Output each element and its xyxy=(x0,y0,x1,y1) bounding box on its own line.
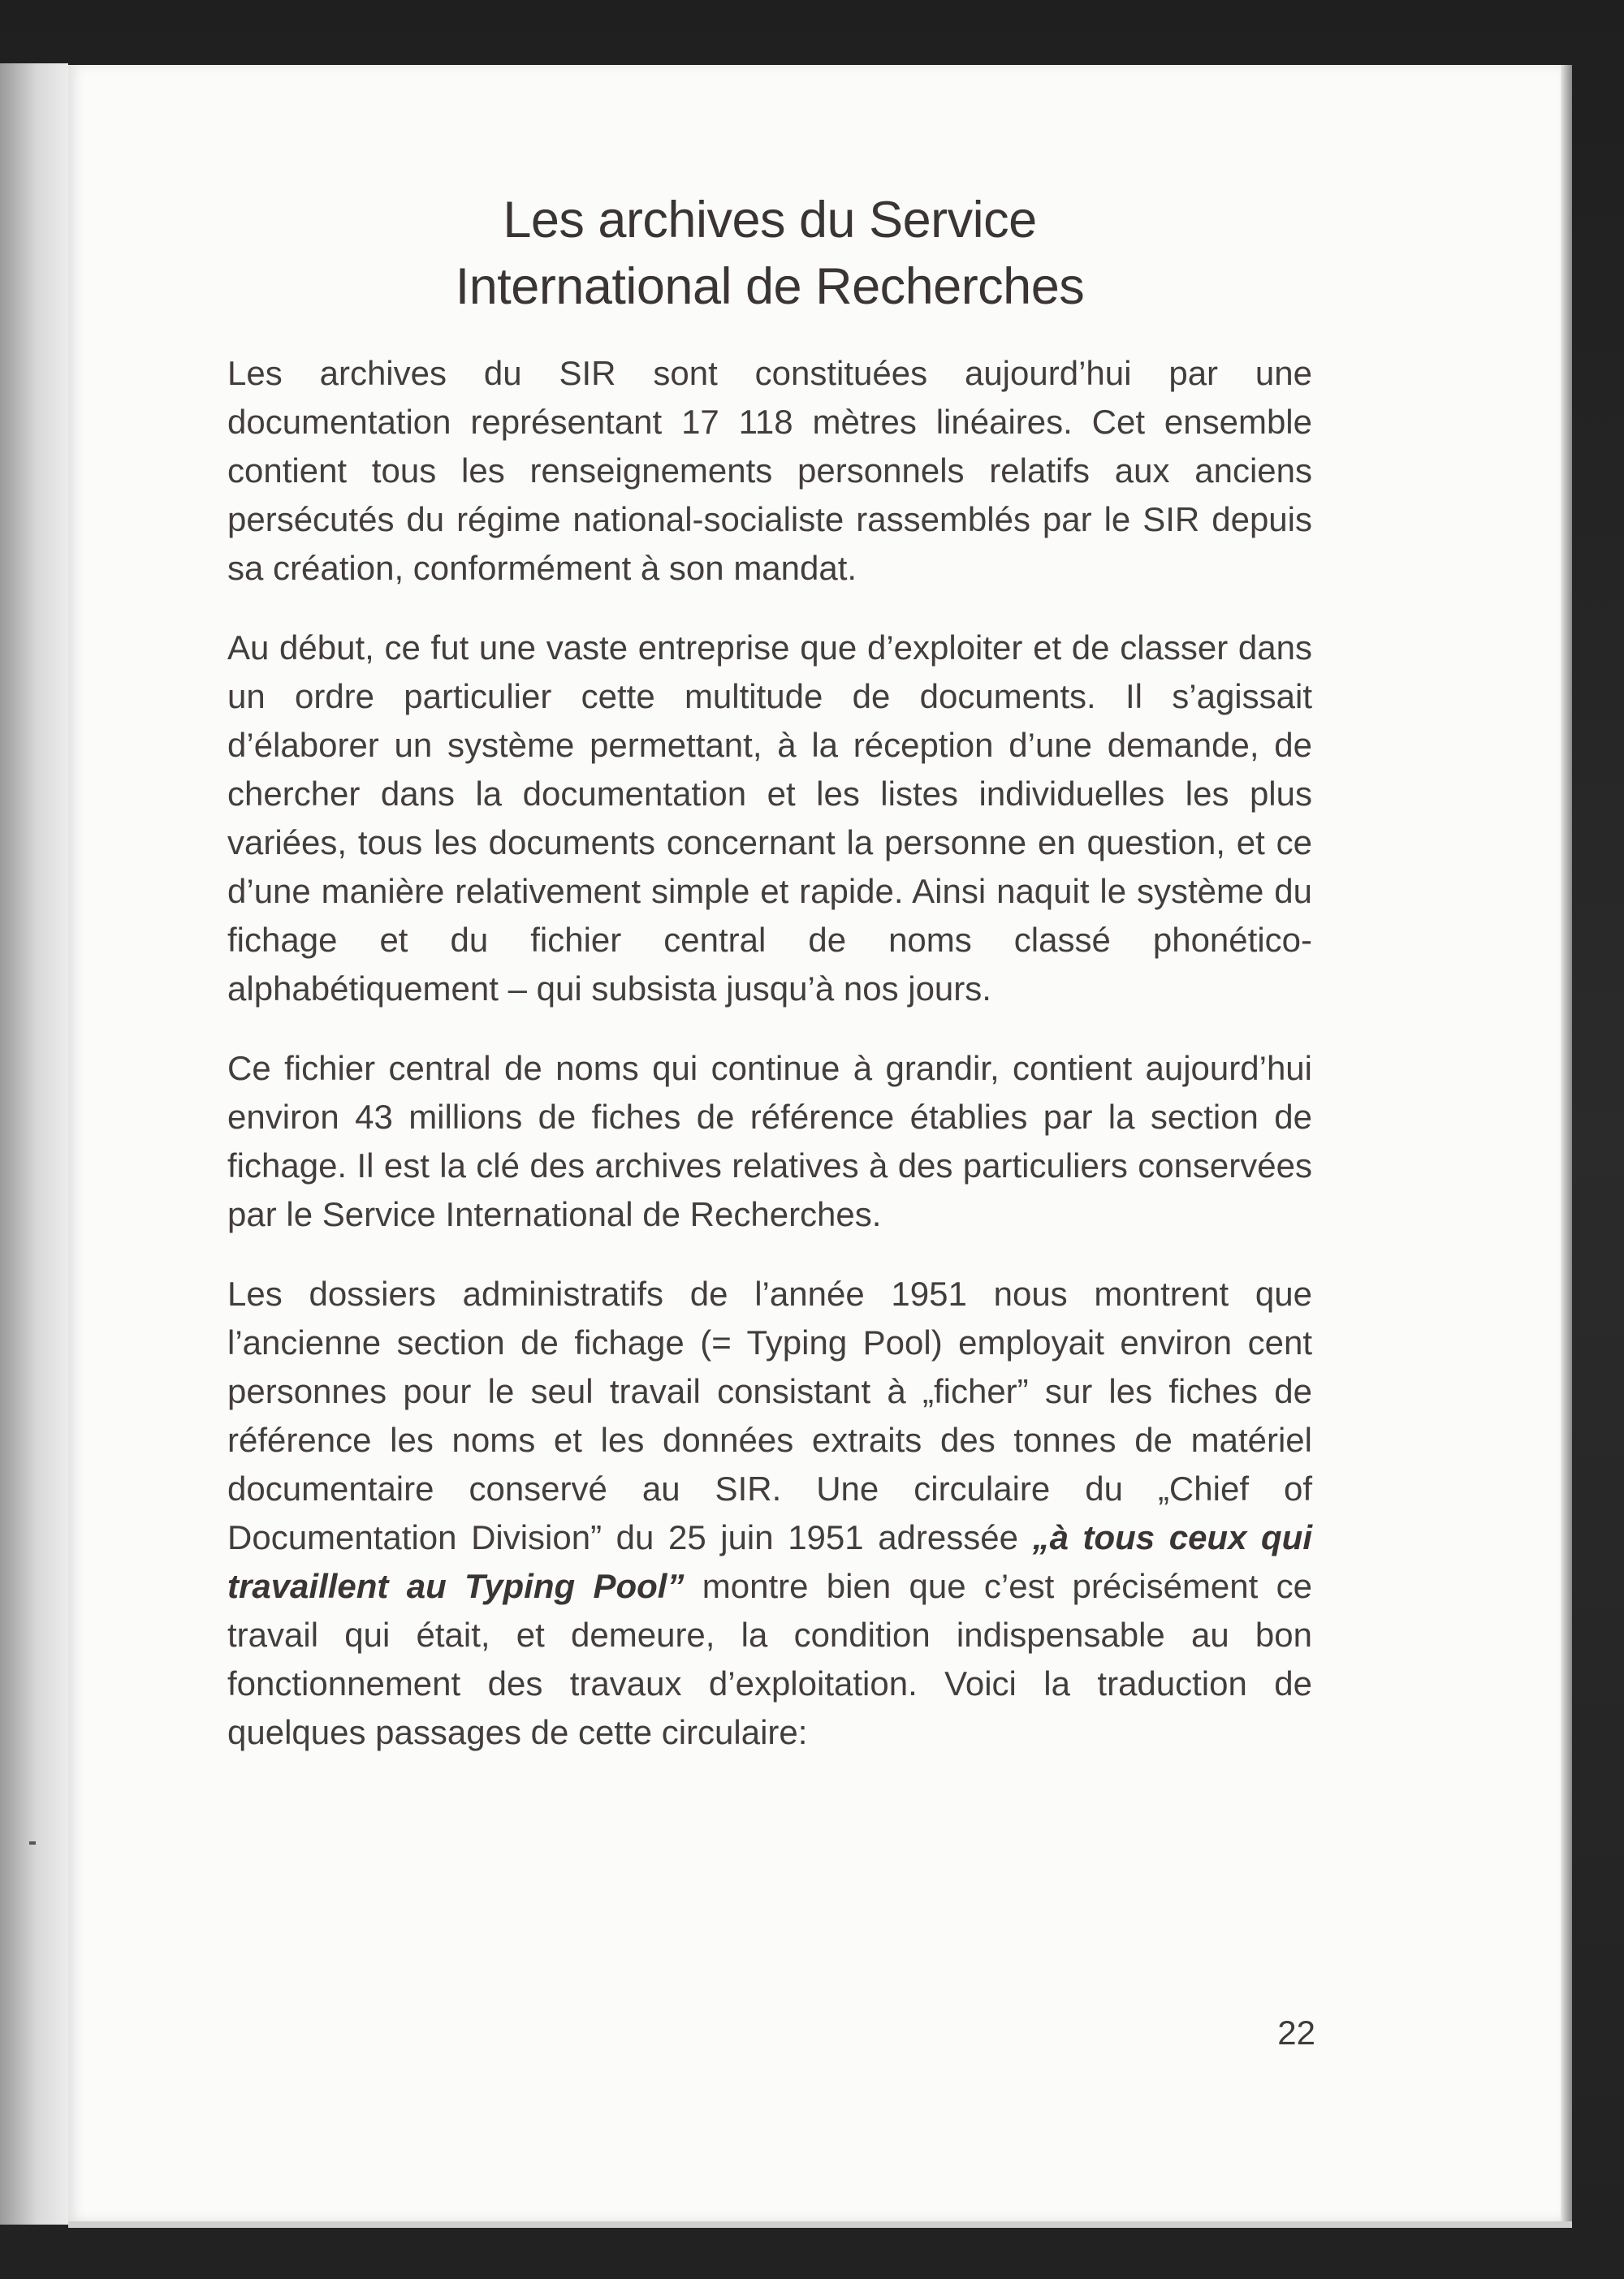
page-content xyxy=(227,187,1312,1788)
paragraph-1: Les archives du SIR sont constituées aujourd’hui par une documentation représentant 17 118 mètres linéaires. Cet ensemble contient tous les renseignements personnels relatifs aux anciens persécutés du régime national-socialiste rassemblés par le SIR depuis sa création, conformément à son mandat. xyxy=(227,354,1312,587)
paragraph-4-text-start: Les dossiers administratifs de l’année 1951 nous montrent que l’ancienne section de fichage (= Typing Pool) employait environ cent personnes pour le seul travail consistant à „ficher” sur les fiches de référence les noms et les données extraits des tonnes de matériel documentaire conservé au SIR. Une circulaire du „Chief of Documentation Division” du 25 juin 1951 adressée xyxy=(227,1275,1312,1556)
scan-speck xyxy=(29,1841,36,1845)
paragraph-4 xyxy=(227,1270,1312,1757)
title-line-1: Les archives du Service xyxy=(503,192,1037,248)
paragraph-4-text-end: montre bien que c’est précisément ce travail qui était, et demeure, la condition indispensable au bon fonctionnement des travaux d’exploitation. Voici la traduction de quelques passages de cette circulaire: xyxy=(227,1567,1312,1751)
page-title xyxy=(227,187,1312,320)
title-line-2: International de Recherches xyxy=(455,258,1085,315)
page-edge-right xyxy=(1561,65,1572,2221)
paragraph-4-emphasis: „à tous ceux qui travaillent au Typing Pool” xyxy=(227,1518,1313,1605)
page-edge-bottom xyxy=(68,2221,1572,2228)
page-gutter-shadow xyxy=(0,63,68,2225)
paragraph-2: Au début, ce fut une vaste entreprise que d’exploiter et de classer dans un ordre particulier cette multitude de documents. Il s’agissait d’élaborer un système permettant, à la réception d’une demande, de chercher dans la documentation et les listes individuelles les plus variées, tous les documents concernant la personne en question, et ce d’une manière relativement simple et rapide. Ainsi naquit le système du fichage et du fichier central de noms classé phonético-alphabétiquement – qui subsista jusqu’à nos jours. xyxy=(227,628,1312,1008)
paragraph-3: Ce fichier central de noms qui continue à grandir, contient aujourd’hui environ 43 millions de fiches de référence établies par la section de fichage. Il est la clé des archives relatives à des particuliers conservées par le Service International de Recherches. xyxy=(227,1049,1312,1233)
page-number: 22 xyxy=(1277,2014,1315,2052)
